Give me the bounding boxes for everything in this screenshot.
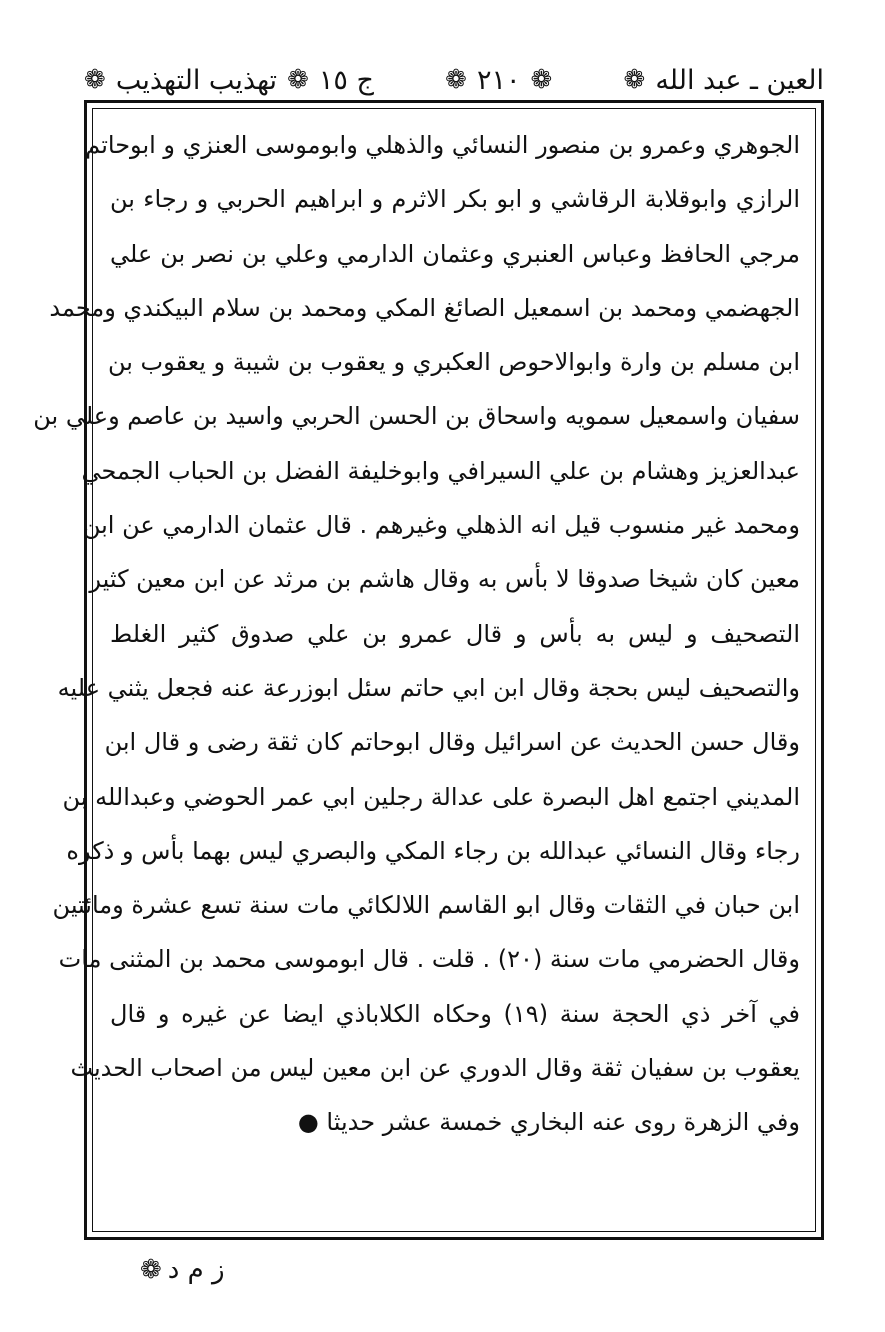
section-title: العين ـ عبد الله (655, 64, 824, 96)
text-line: يعقوب بن سفيان ثقة وقال الدوري عن ابن معين ليس من اصحاب الحديث (70, 1054, 800, 1083)
text-line: ومحمد غير منسوب قيل انه الذهلي وغيرهم . قال عثمان الدارمي عن ابن (82, 511, 800, 540)
text-line: والتصحيف ليس بحجة وقال ابن ابي حاتم سئل ابوزرعة عنه فجعل يثني عليه (57, 673, 800, 702)
page-number: ٢١٠ (476, 64, 521, 96)
text-line: معين كان شيخا صدوقا لا بأس به وقال هاشم بن مرثد عن ابن معين كثير (89, 565, 800, 594)
text-line: الجوهري وعمرو بن منصور النسائي والذهلي وابوموسى العنزي و ابوحاتم (85, 131, 800, 159)
header-section-group (624, 65, 824, 96)
flower-ornament-icon: ❁ (287, 65, 309, 95)
header-volume-group (84, 65, 374, 96)
text-line: ابن مسلم بن وارة وابوالاحوص العكبري و يعقوب بن شيبة و يعقوب بن (107, 348, 800, 377)
volume-label: ج ١٥ (318, 64, 374, 96)
footer-signature (140, 1255, 225, 1285)
text-line: الرازي وابوقلابة الرقاشي و ابو بكر الاثرم و ابراهيم الحربي و رجاء بن (110, 185, 800, 214)
flower-ornament-icon: ❁ (530, 65, 553, 95)
text-line: التصحيف و ليس به بأس و قال عمرو بن علي صدوق كثير الغلط (110, 619, 800, 648)
book-title: تهذيب التهذيب (115, 64, 278, 96)
text-line: المديني اجتمع اهل البصرة على عدالة رجلين ابي عمر الحوضي وعبدالله بن (62, 782, 800, 811)
text-line: في آخر ذي الحجة سنة (١٩) وحكاه الكلاباذي ايضا عن غيره و قال (110, 999, 800, 1028)
text-line: وقال حسن الحديث عن اسرائيل وقال ابوحاتم كان ثقة رضى و قال ابن (104, 728, 800, 757)
flower-ornament-icon: ❁ (84, 65, 106, 95)
main-text (33, 118, 800, 1150)
text-line: وقال الحضرمي مات سنة (٢٠) . قلت . قال ابوموسى محمد بن المثنى مات (58, 945, 800, 974)
text-line: ابن حبان في الثقات وقال ابو القاسم اللالكائي مات سنة تسع عشرة ومائتين (52, 891, 800, 920)
flower-ornament-icon: ❁ (140, 1255, 162, 1285)
text-line: الجهضمي ومحمد بن اسمعيل الصائغ المكي ومحمد بن سلام البيكندي ومحمد (49, 293, 800, 322)
text-line-last: وفي الزهرة روى عنه البخاري خمسة عشر حديثا ● (297, 1108, 800, 1137)
header-page-group (445, 65, 552, 96)
text-line: مرجي الحافظ وعباس العنبري وعثمان الدارمي وعلي بن نصر بن علي (110, 239, 800, 268)
flower-ornament-icon: ❁ (445, 65, 467, 95)
text-line: رجاء وقال النسائي عبدالله بن رجاء المكي والبصري ليس بهما بأس و ذكره (66, 836, 800, 865)
signature-text: ز م د (167, 1255, 225, 1285)
text-line: سفيان واسمعيل سمويه واسحاق بن الحسن الحربي واسيد بن عاصم وعلي بن (33, 402, 800, 431)
flower-ornament-icon: ❁ (623, 65, 646, 95)
text-line: عبدالعزيز وهشام بن علي السيرافي وابوخليفة الفضل بن الحباب الجمحي (81, 456, 800, 485)
